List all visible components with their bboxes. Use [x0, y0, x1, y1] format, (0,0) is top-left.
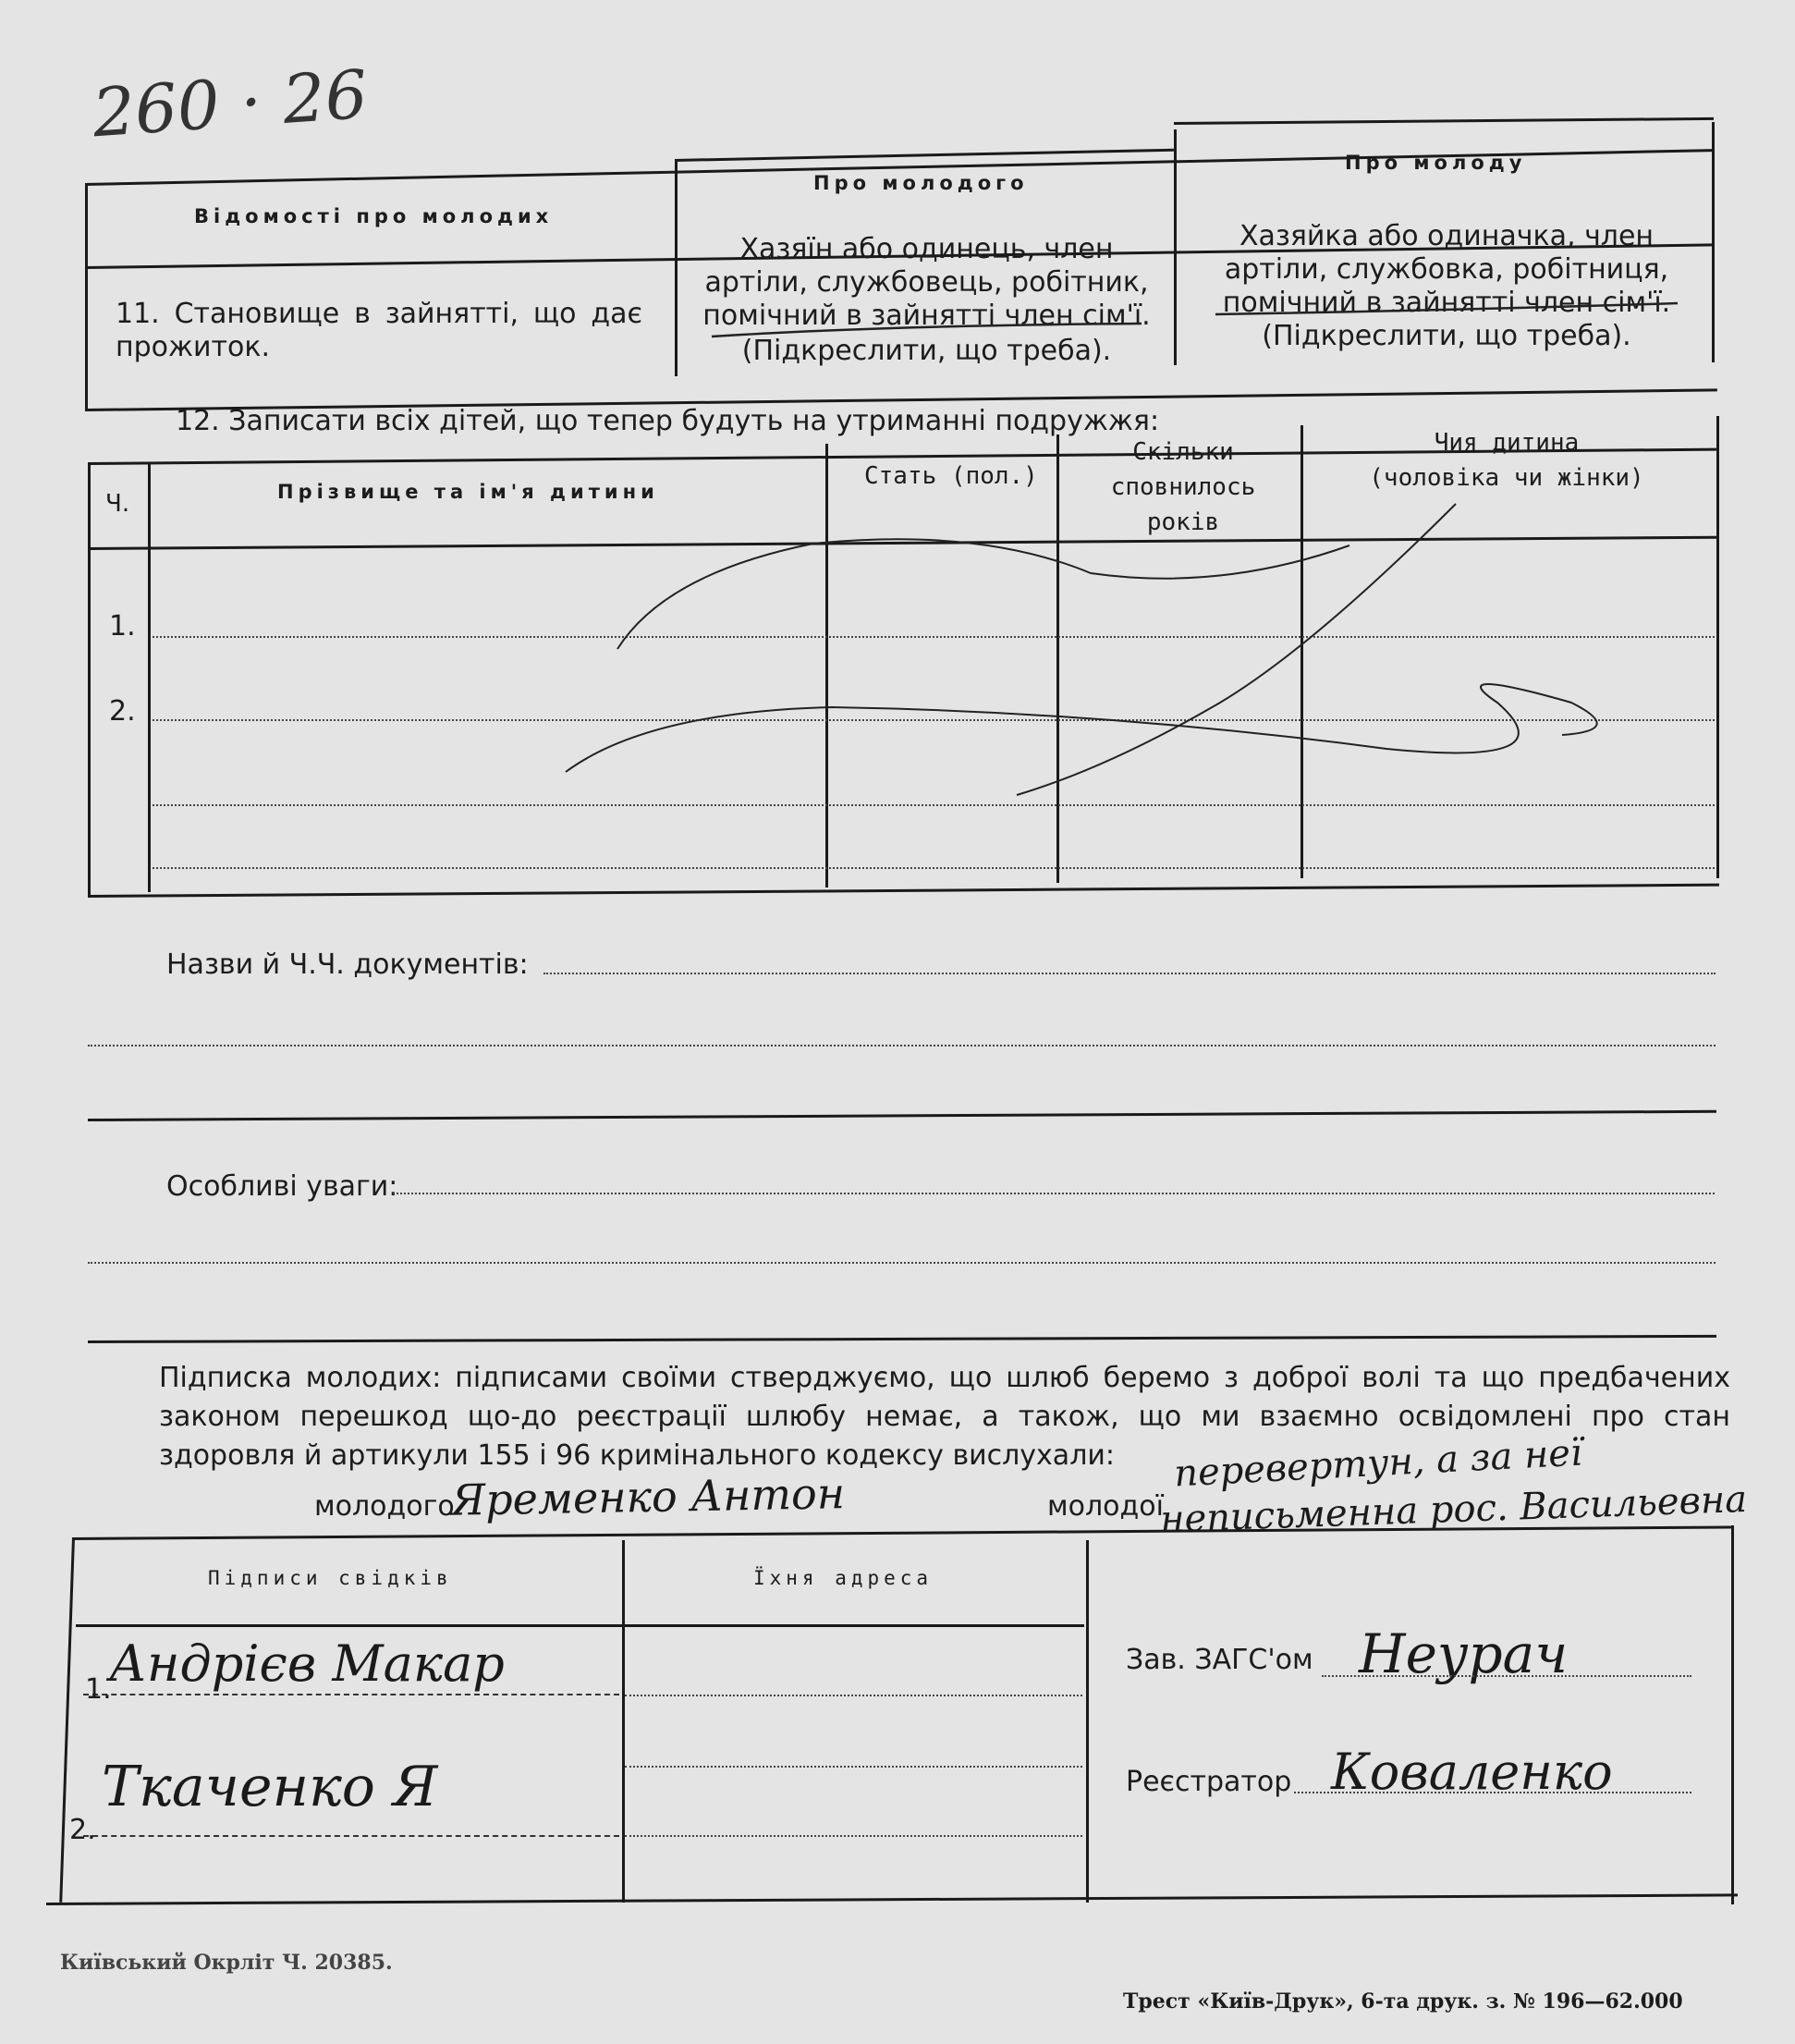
registrar-signature: Коваленко [1331, 1743, 1613, 1801]
child-row-2-number: 2. [109, 695, 136, 728]
child-row-1-number: 1. [109, 610, 136, 643]
col-whose-child-header: Чия дитина (чоловіка чи жінки) [1369, 429, 1644, 492]
crossed-out-strokes [0, 0, 1795, 924]
header-info-about-couple: Відомості про молодих [194, 205, 554, 227]
remarks-line-2 [88, 1262, 1716, 1264]
groom-occupation-options: Хазяїн або одинець, член артіли, службовець, робітник, помічний в зайнятті член сім'ї. [702, 233, 1151, 332]
documents-line-2 [88, 1045, 1716, 1046]
col-age-header: Скільки сповнилось років [1110, 438, 1256, 536]
footer-censor-number: Київський Окрліт Ч. 20385. [60, 1951, 393, 1975]
witness-1-signature: Андрієв Макар [109, 1634, 505, 1693]
groom-signature-label: молодого [314, 1490, 455, 1523]
bride-signature-line-2: неписьменна рос. Васильевна [1159, 1477, 1748, 1542]
groom-underline-note: (Підкреслити, що треба). [741, 335, 1112, 367]
bride-signature-line-1: перевертун, а за неї [1173, 1431, 1583, 1496]
zags-head-signature: Неурач [1359, 1622, 1569, 1685]
remarks-label: Особливі уваги: [166, 1170, 398, 1203]
witness-address-header: Їхня адреса [753, 1567, 934, 1589]
zags-head-label: Зав. ЗАГС'ом [1126, 1644, 1313, 1676]
bride-occupation-options: Хазяйка або одиначка, член артіли, службовка, робітниця, помічний в зайнятті член сім'ї. [1222, 220, 1671, 319]
col-sex-header: Стать (пол.) [864, 462, 1038, 490]
footer-printer: Трест «Київ-Друк», 6-та друк. з. № 196—62.000 [1123, 1989, 1683, 2013]
col-number-header: Ч. [105, 490, 130, 518]
documents-label: Назви й Ч.Ч. документів: [166, 949, 529, 981]
remarks-line-1 [393, 1193, 1715, 1194]
header-about-groom: Про молодого [813, 172, 1029, 194]
witness-2-signature: Ткаченко Я [102, 1755, 438, 1819]
row-11-label: 11. Становище в зайнятті, що дає прожиток. [116, 298, 642, 363]
documents-line-1 [543, 973, 1716, 974]
witness-1-number: 1. [85, 1673, 112, 1706]
witness-signatures-header: Підписи свідків [208, 1567, 453, 1589]
header-about-bride: Про молоду [1345, 152, 1527, 174]
col-child-name-header: Прізвище та ім'я дитини [277, 481, 659, 503]
registrar-label: Реєстратор [1126, 1766, 1292, 1798]
witness-2-number: 2. [69, 1814, 96, 1846]
bride-underline-note: (Підкреслити, що треба). [1262, 320, 1631, 352]
couple-pledge-text: Підписка молодих: підписами своїми стверджуємо, що шлюб беремо з доброї волі та що предбачених законом перешкод що-до реєстрації шлюбу немає, а також, що ми взаємно освідомлені про стан здоровля й артикули 155 і 96 кримінального кодексу вислухали: [159, 1362, 1730, 1472]
corner-note: 260 · 26 [90, 55, 371, 153]
section-12-title: 12. Записати всіх дітей, що тепер будуть на утриманні подружжя: [176, 405, 1160, 437]
groom-signature: Яременко Антон [450, 1468, 846, 1525]
bride-signature-label: молодої [1047, 1490, 1164, 1523]
